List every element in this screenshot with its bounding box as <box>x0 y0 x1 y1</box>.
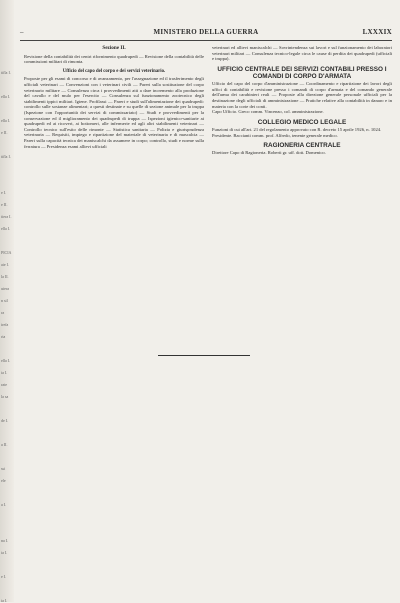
left-column <box>24 45 204 149</box>
margin-note: ria <box>1 334 6 339</box>
closing-rule <box>158 355 250 356</box>
margin-note: ia I. <box>1 598 8 603</box>
medical-board-body: Funzioni di cui all'art. 21 del regolamento approvato con R. decreto 15 aprile 1926, n. 1024. <box>212 126 382 132</box>
section-intro: Revisione della contabilità dei centri rifornimento quadrupedi — Revisione della contabilità delle commissioni militari di rimonta. <box>24 53 204 65</box>
margin-note: tifla I. <box>1 154 11 159</box>
margin-note: ella I. <box>1 226 11 231</box>
margin-note: ssi <box>1 466 6 471</box>
margin-note: ele <box>1 478 6 483</box>
margin-note: ella I. <box>1 358 11 363</box>
header-rule <box>20 40 392 41</box>
margin-note: a I. <box>1 502 7 507</box>
margin-note: na I. <box>1 538 9 543</box>
margin-note: e I. <box>1 190 7 195</box>
ragioneria-head: Direttore Capo di Ragioneria. Roberti gr. uff. dott. Domenico. <box>212 150 326 156</box>
margin-note: e II. <box>1 130 8 135</box>
margin-note: ia I. <box>1 550 8 555</box>
margin-note: de I. <box>1 418 9 423</box>
accounting-office-head: Capo Ufficio. Greco comm. Vincenzo, col. amministrazione. <box>212 109 324 115</box>
medical-board-head: Presidente. Baccianti comm. prof. Alfredo, tenente generale medico. <box>212 132 338 138</box>
medical-board-title: COLLEGIO MEDICO LEGALE <box>257 118 347 126</box>
veterinary-office-title: Ufficio del capo del corpo e dei servizi veterinario. <box>62 68 166 74</box>
margin-note: rate <box>1 382 7 387</box>
page-number: LXXXIX <box>362 28 392 36</box>
continued-text: veterinari ed allievi maniscalchi — Sovrintendenza sui lavori e sul funzionamento dei laboratori veterinari militari — Consulenza tecnico-legale circa le cause di perdita dei quadrupedi (ufficiali e truppa). <box>212 45 392 62</box>
page-header <box>20 28 392 40</box>
margin-note: e II. <box>1 202 8 207</box>
veterinary-office-body: Proposte per gli esami di concorso e di avanzamento, per l'assegnazione ed il trasferimento degli ufficiali veterinari — Convenzioni con i veterinari civili — Pareri sulla sostituzione del corpo veterinario militare — Consulenza circa i provvedimenti atti a dare incremento alla produzione del cavallo e del mulo per l'esercito — Consulenza sul funzionamento zootecnico degli stabilimenti ippici militari. Igiene. Profilassi — Pareri e studi sull'alimentazione dei quadrupedi: controllo sulle sostanze alimentari; a questi destinate e su quelle di sezione animale per la truppa (Ispezione con l'opportunità dei servizi di commissariato) — Studi e provvedimenti per la conservazione ed il miglioramento dei quadrupedi di truppa — Ispezioni igienico-sanitarie ai quadrupedi ed ai ricoveri, ai bottomeri, alle infermerie ed agli altri stabilimenti veterinari — Controllo tecnico sull'esito delle rimonte — Statistica sanitaria — Polizia e giurisprudenza veterinaria — Requisiti, impiego e ripartizione del materiale di veterinaria e di mascalcia — Pareri sulla capacità tecnica dei maniscalchi da assumere in corpo; controllo, studi e norme sulla ferratura — Presidenza esami allievi ufficiali <box>24 76 204 149</box>
margin-note: n sil <box>1 298 8 303</box>
margin-note: ella I. <box>1 94 11 99</box>
margin-note: la II. <box>1 274 9 279</box>
margin-note: a II. <box>1 442 8 447</box>
ragioneria-title: RAGIONERIA CENTRALE <box>263 142 341 150</box>
margin-note: irefa <box>1 322 9 327</box>
section-title: Sezione II. <box>102 45 126 51</box>
margin-note: uiera <box>1 286 9 291</box>
margin-note: tiera I. <box>1 214 12 219</box>
margin-note: ia I. <box>1 370 8 375</box>
header-dash: – <box>20 28 24 36</box>
margin-note: e I. <box>1 574 7 579</box>
accounting-office-title: UFFICIO CENTRALE DEI SERVIZI CONTABILI PRESSO I COMANDI DI CORPO D'ARMATA <box>217 65 387 80</box>
accounting-office-body: Ufficio del capo del corpo d'amministrazione — Coordinamento e ripartizione dei lavori degli uffici di contabilità e revisione presso i comandi di corpo d'armata e del comando generale dell'arma dei carabinieri reali — Proposte alla direzione generale personale ufficiali per la destinazione degli ufficiali di amministrazione — Pratiche relative alla contabilità in danaro e in materia con la corte dei conti. <box>212 81 392 109</box>
margin-note: ra <box>1 310 5 315</box>
margin-note: tifla I. <box>1 70 11 75</box>
margin-note: PICIA <box>1 250 12 255</box>
margin-note: aie I. <box>1 262 9 267</box>
margin-note: la sa <box>1 394 9 399</box>
right-column <box>212 45 392 156</box>
running-title: MINISTERO DELLA GUERRA <box>153 28 259 36</box>
margin-note: ella I. <box>1 118 11 123</box>
